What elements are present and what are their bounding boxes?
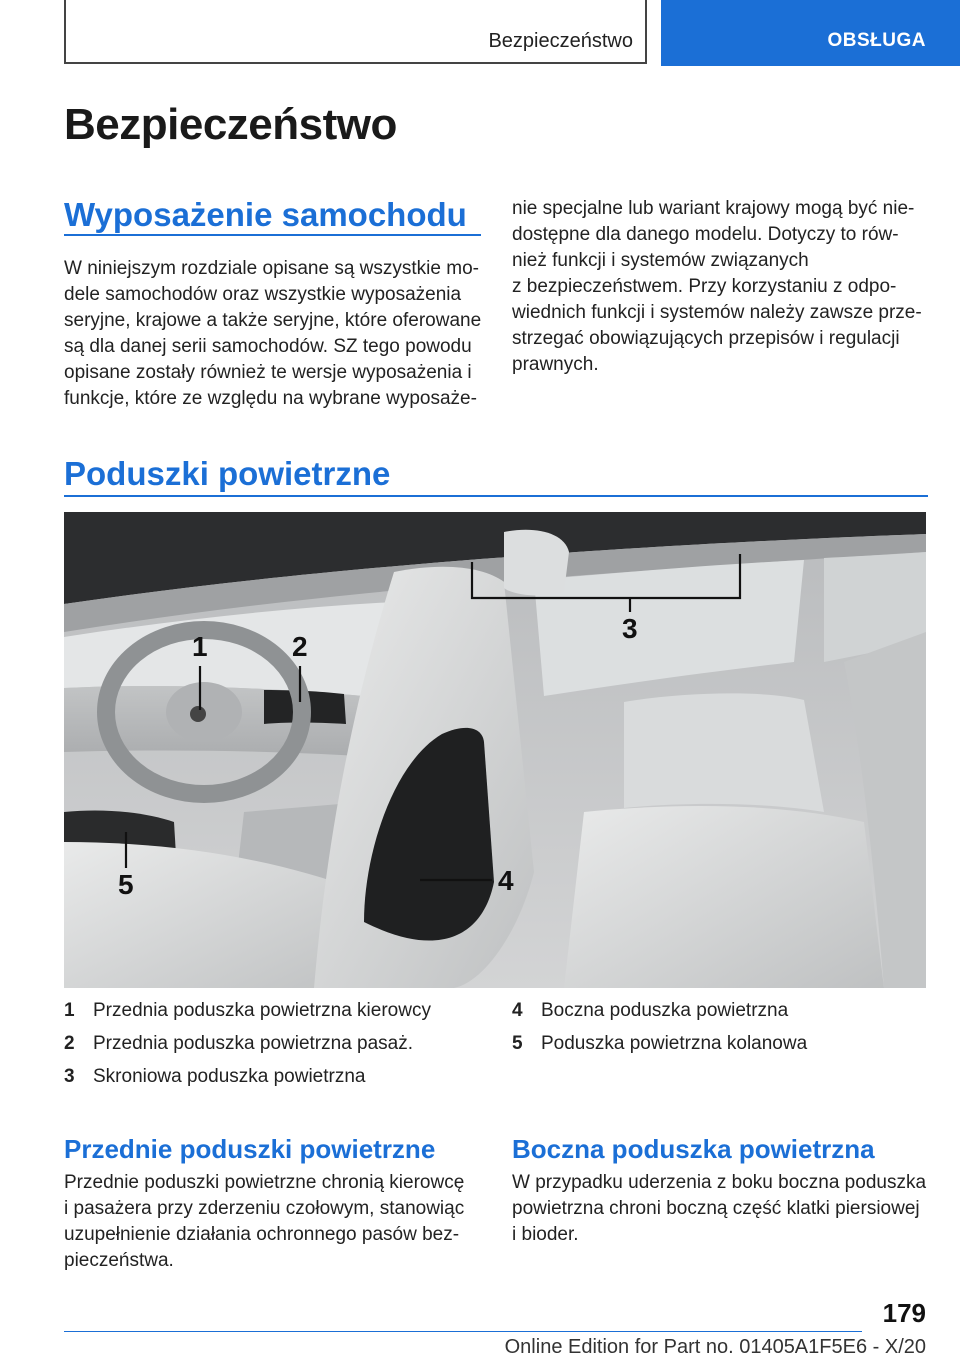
text-line: z bezpieczeństwem. Przy korzystaniu z odpo‐ (512, 276, 897, 297)
legend-number: 3 (64, 1066, 75, 1087)
legend-item (64, 1000, 484, 1033)
intro-col1 (64, 256, 484, 412)
section-rule (64, 234, 481, 236)
callout-2: 2 (292, 631, 308, 662)
section-rule (64, 495, 928, 497)
callout-1: 1 (192, 631, 208, 662)
chapter-label: OBSŁUGA (827, 30, 926, 51)
callout-4: 4 (498, 865, 514, 896)
callout-5: 5 (118, 869, 134, 900)
text-line: W niniejszym rozdziale opisane są wszystkie mo‐ (64, 258, 479, 279)
text-line: dele samochodów oraz wszystkie wyposażenia (64, 284, 462, 305)
text-line: Przednie poduszki powietrzne chronią kierowcę (64, 1172, 465, 1193)
text-line: strzegać obowiązujących przepisów i regulacji (512, 328, 900, 349)
legend-number: 1 (64, 1000, 75, 1021)
legend-item (512, 1000, 932, 1033)
footer-rule (64, 1331, 862, 1332)
text-line: prawnych. (512, 354, 599, 375)
legend-number: 2 (64, 1033, 75, 1054)
subheading-front-airbags: Przednie poduszki powietrzne (64, 1134, 436, 1164)
page-title: Bezpieczeństwo (64, 100, 397, 149)
rear-seat-back (624, 693, 824, 812)
legend-text: Skroniowa poduszka powietrzna (93, 1066, 366, 1087)
text-line: uzupełnienie działania ochronnego pasów bez‐ (64, 1224, 460, 1245)
legend-col1 (64, 1000, 484, 1099)
passenger-headrest (504, 530, 569, 596)
text-line: i pasażera przy zderzeniu czołowym, stanowiąc (64, 1198, 465, 1219)
text-line: funkcje, które ze względu na wybrane wyposaże‐ (64, 388, 477, 409)
page-number: 179 (882, 1298, 926, 1328)
legend-text: Poduszka powietrzna kolanowa (541, 1033, 808, 1054)
section-tab (64, 0, 647, 64)
legend-col2 (512, 1000, 932, 1066)
section-heading-equipment: Wyposażenie samochodu (64, 196, 467, 233)
front-airbags-text (64, 1170, 484, 1274)
legend-item (64, 1066, 484, 1099)
legend-number: 4 (512, 1000, 523, 1021)
legend-number: 5 (512, 1033, 523, 1054)
text-line: i bioder. (512, 1224, 579, 1245)
text-line: nież funkcji i systemów związanych (512, 250, 809, 271)
legend-text: Boczna poduszka powietrzna (541, 1000, 789, 1021)
text-line: są dla danej serii samochodów. SZ tego powodu (64, 336, 472, 357)
text-line: wiednich funkcji i systemów należy zawsze prze‐ (512, 302, 922, 323)
section-heading-airbags: Poduszki powietrzne (64, 455, 391, 492)
callout-3: 3 (622, 613, 638, 644)
chapter-tab (661, 0, 960, 66)
legend-item (64, 1033, 484, 1066)
rear-seat-cushion (564, 806, 884, 988)
legend-text: Przednia poduszka powietrzna pasaż. (93, 1033, 414, 1054)
legend-text: Przednia poduszka powietrzna kierowcy (93, 1000, 431, 1021)
legend-item (512, 1033, 932, 1066)
text-line: W przypadku uderzenia z boku boczna poduszka (512, 1172, 927, 1193)
text-line: nie specjalne lub wariant krajowy mogą być nie‐ (512, 198, 915, 219)
text-line: powietrzna chroni boczną część klatki piersiowej (512, 1198, 920, 1219)
side-airbag-text (512, 1170, 932, 1248)
text-line: pieczeństwa. (64, 1250, 174, 1271)
intro-col2 (512, 196, 932, 378)
section-label: Bezpieczeństwo (488, 30, 633, 52)
airbag-illustration (64, 512, 926, 988)
footer-edition: Online Edition for Part no. 01405A1F5E6 - X/20 (504, 1336, 926, 1358)
text-line: seryjne, krajowe a także seryjne, które oferowane (64, 310, 482, 331)
text-line: opisane zostały również te wersje wyposażenia i (64, 362, 472, 383)
text-line: dostępne dla danego modelu. Dotyczy to rów‐ (512, 224, 899, 245)
page-header (0, 0, 960, 66)
subheading-side-airbag: Boczna poduszka powietrzna (512, 1134, 875, 1164)
